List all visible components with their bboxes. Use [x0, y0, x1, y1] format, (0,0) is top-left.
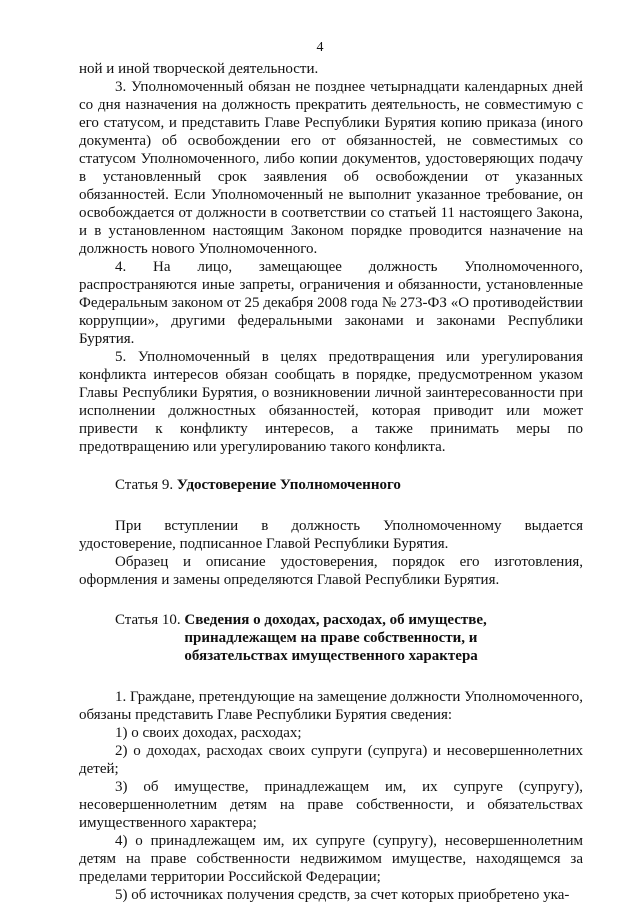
article-10-heading [79, 611, 583, 665]
article-10-item-4: 4) о принадлежащем им, их супруге (супругу), несовершеннолетним детям на праве собственности недвижимом имуществе, находящемся за пределами территории Российской Федерации; [79, 833, 583, 885]
article-9-paragraph-1: При вступлении в должность Уполномоченному выдается удостоверение, подписанное Главой Республики Бурятия. [79, 518, 583, 552]
page-number: 4 [316, 40, 324, 55]
article-9-paragraph-2: Образец и описание удостоверения, порядок его изготовления, оформления и замены определяются Главой Республики Бурятия. [79, 554, 583, 588]
article-9-heading [79, 476, 583, 494]
article-10-item-3: 3) об имуществе, принадлежащем им, их супруге (супругу), несовершеннолетним детям на праве собственности, и обязательствах имущественного характера; [79, 779, 583, 831]
article-9-title: Удостоверение Уполномоченного [176, 477, 401, 493]
paragraph-item-5: 5. Уполномоченный в целях предотвращения или урегулирования конфликта интересов обязан сообщать в порядке, предусмотренном указом Главы Республики Бурятия, о возникновении личной заинтересованности при исполнении должностных обязанностей, которая приводит или может привести к конфликту интересов, а также принимать меры по предотвращению или урегулированию такого конфликта. [79, 349, 583, 455]
article-10-paragraph-1: 1. Граждане, претендующие на замещение должности Уполномоченного, обязаны представить Главе Республики Бурятия сведения: [79, 689, 583, 723]
paragraph-continuation: ной и иной творческой деятельности. [79, 61, 319, 77]
article-9-number: Статья 9. [115, 477, 177, 493]
article-10-item-2: 2) о доходах, расходах своих супруги (супруга) и несовершеннолетних детей; [79, 743, 583, 777]
article-10-item-5: 5) об источниках получения средств, за счет которых приобретено ука- [115, 887, 570, 903]
spacer [79, 665, 583, 688]
article-10-number: Статья 10. [115, 612, 185, 628]
spacer [79, 456, 583, 476]
paragraph-item-3: 3. Уполномоченный обязан не позднее четырнадцати календарных дней со дня назначения на должность прекратить деятельность, не совместимую с его статусом, и представить Главе Республики Бурятия копию приказа (иного документа) об освобождении его от обязанностей, не совместимых со статусом Уполномоченного, либо копии документов, удостоверяющих подачу в установленный срок заявления об освобождении от указанных обязанностей. Если Уполномоченный не выполнит указанное требование, он освобождается от должности в соответствии со статьей 11 настоящего Закона, и в установленном настоящим Законом порядке проводится назначение на должность нового Уполномоченного. [79, 79, 583, 257]
article-10-item-1: 1) о своих доходах, расходах; [115, 725, 302, 741]
spacer [79, 494, 583, 517]
spacer [79, 589, 583, 611]
document-body [79, 60, 583, 904]
paragraph-item-4: 4. На лицо, замещающее должность Уполномоченного, распространяются иные запреты, ограничения и обязанности, установленные Федеральным законом от 25 декабря 2008 года № 273-ФЗ «О противодействии коррупции», другими федеральными законами и законами Республики Бурятия. [79, 259, 583, 347]
article-10-title: Сведения о доходах, расходах, об имуществе, принадлежащем на праве собственности, и обязательствах имущественного характера [184, 612, 487, 664]
